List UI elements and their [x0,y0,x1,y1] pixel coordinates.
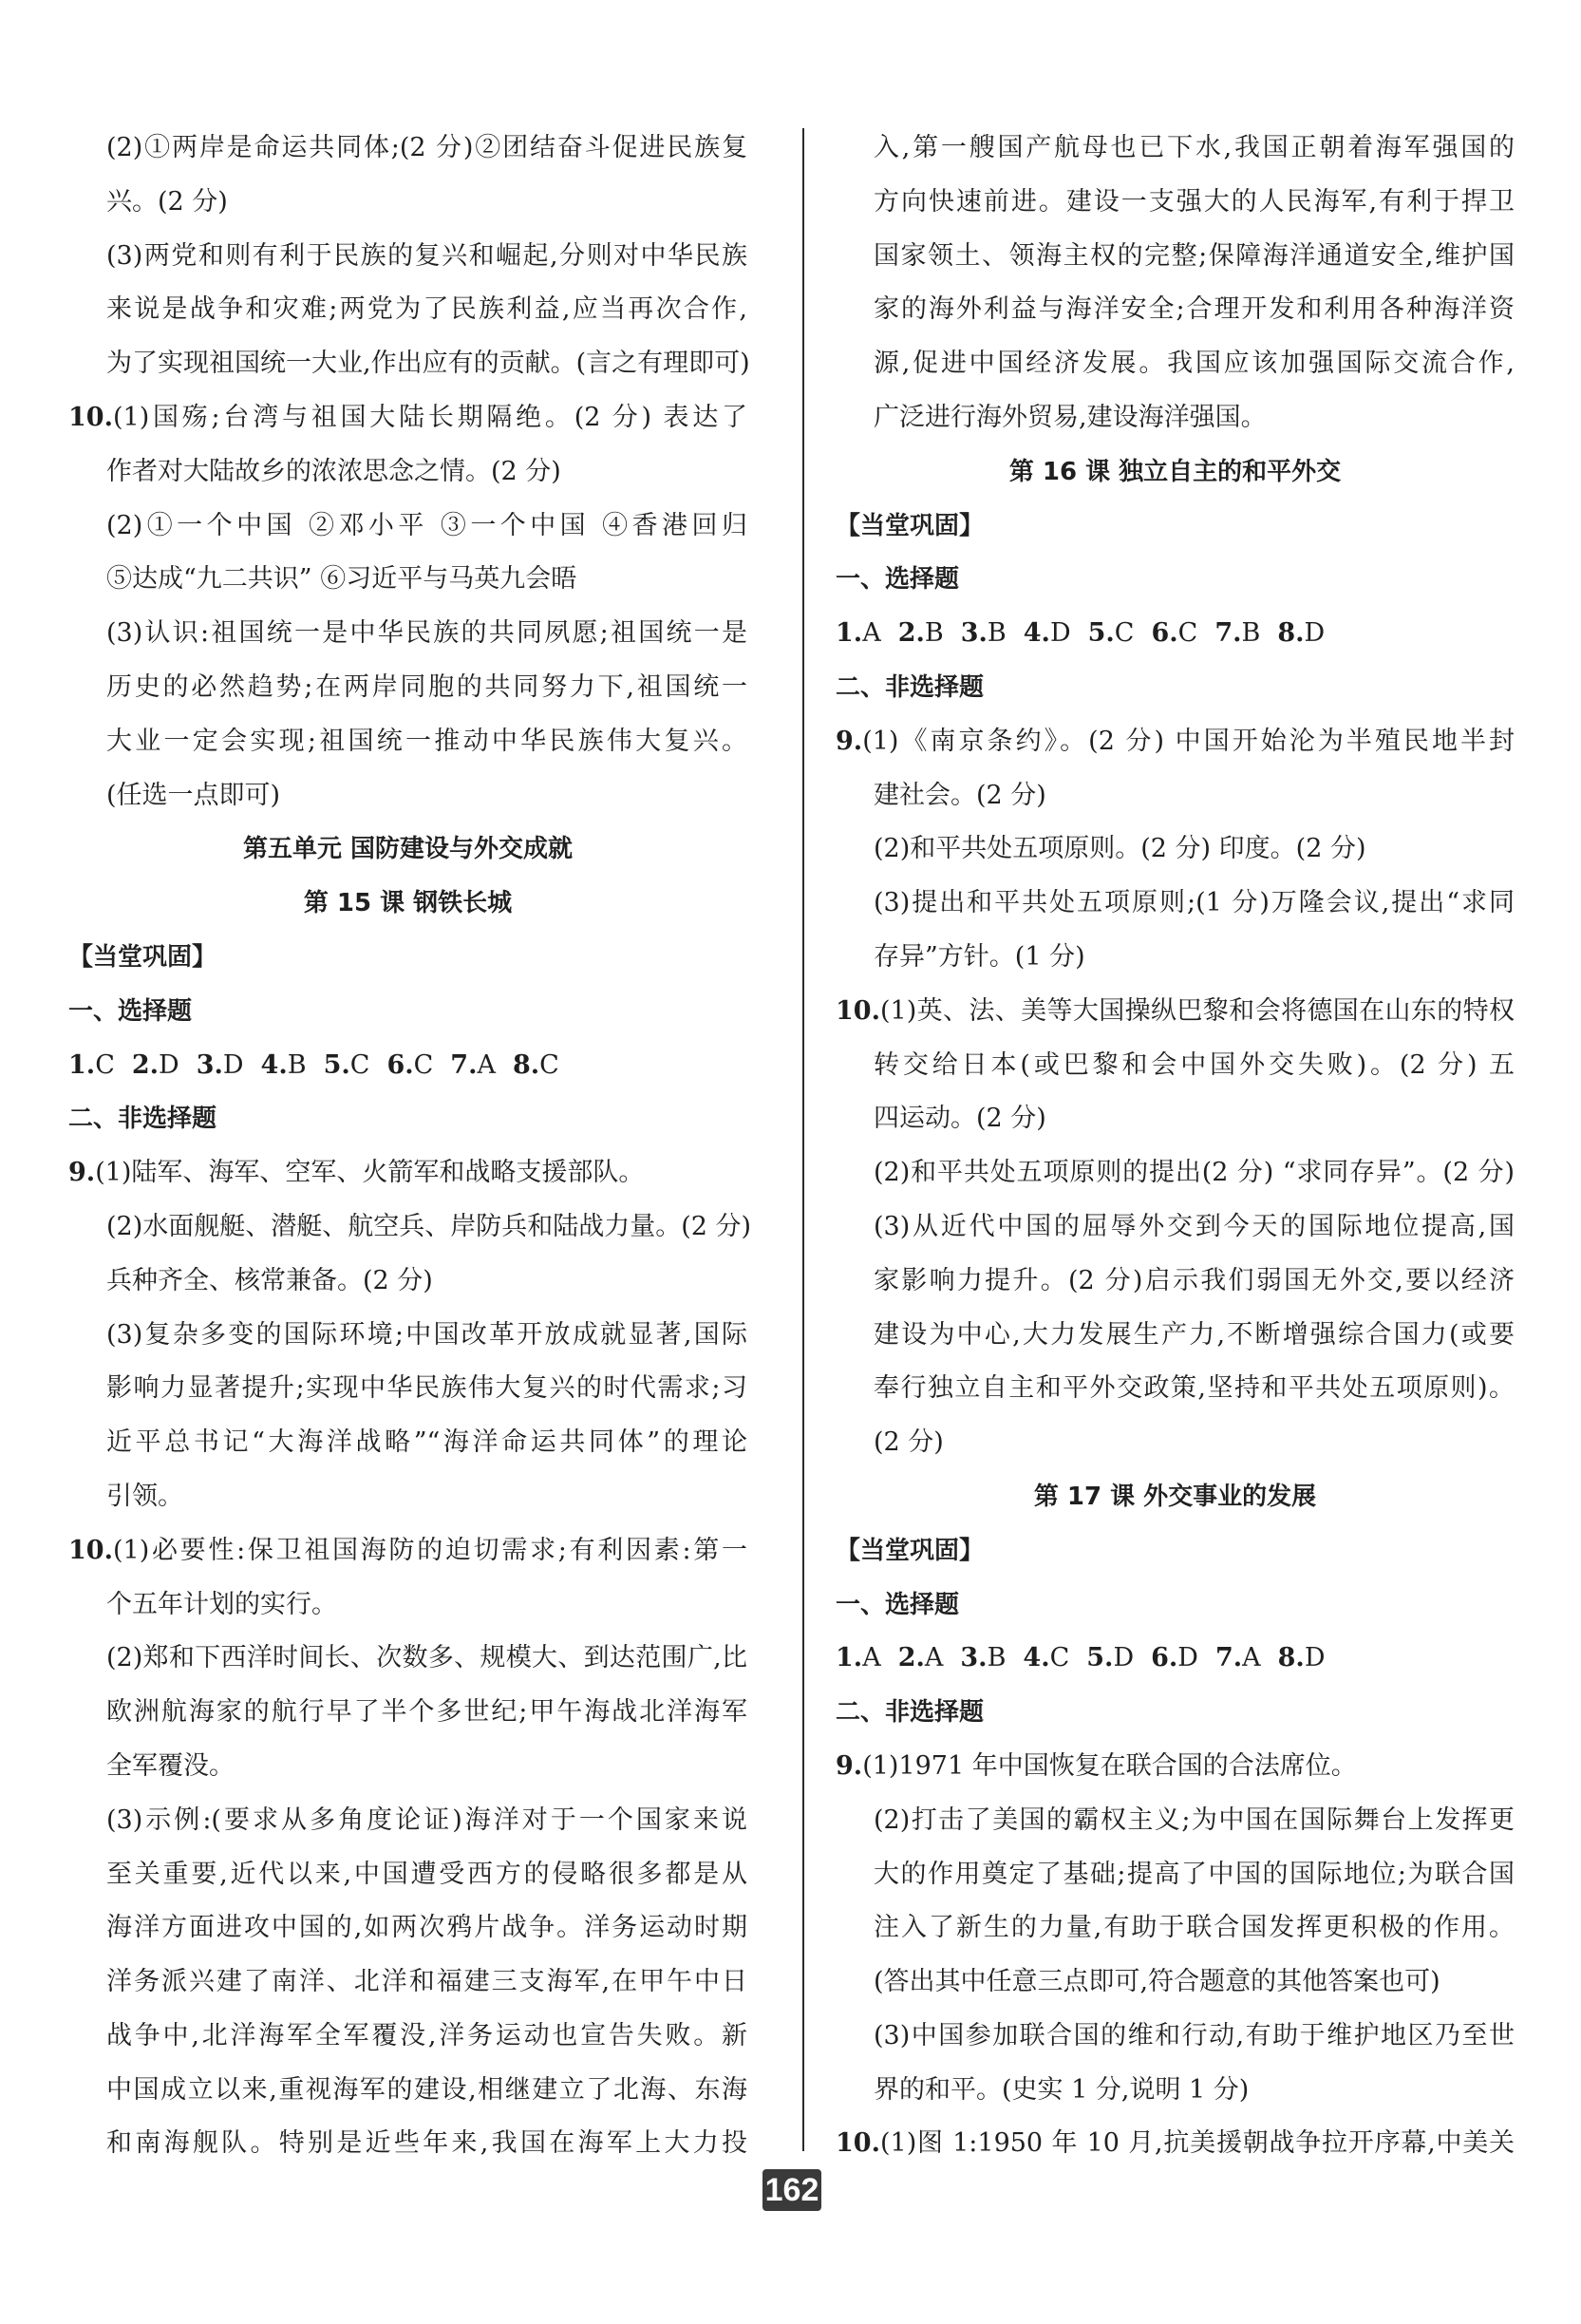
answer-letter: A [862,1643,881,1673]
answer-letter: B [987,618,1007,649]
question-number: 10. [836,2128,880,2159]
answer-text: 入,第一艘国产航母也已下水,我国正朝着海军强国的 [874,133,1515,162]
answer-item [132,1039,179,1093]
lesson-heading: 第 16 课 独立自主的和平外交 [1008,457,1342,486]
answer-line [68,1794,747,1848]
answer-line [836,1255,1515,1309]
answer-line [68,1956,747,2010]
answer-item [1086,1632,1134,1686]
answer-text: 历史的必然趋势;在两岸同胞的共同努力下,祖国统一 [106,671,747,702]
answer-line [836,985,1515,1039]
page-number: 162 [762,2169,821,2211]
answer-line [68,1578,747,1633]
answer-item [1277,607,1325,661]
answer-letter: D [1049,618,1071,649]
answer-number: 6. [1151,1643,1178,1673]
answer-text: (2)和平共处五项原则。(2 分) 印度。(2 分) [874,834,1366,864]
answer-item [1151,1632,1198,1686]
answer-text: 国家领土、领海主权的完整;保障海洋通道安全,维护国 [874,240,1515,271]
answer-line [836,1740,1515,1794]
answer-letter: C [95,1049,115,1080]
answer-line [836,230,1515,284]
answer-line [836,1794,1515,1848]
answer-number: 7. [1214,618,1242,649]
answer-text: 兴。(2 分) [106,186,228,217]
answer-line [68,122,747,176]
answer-letter: A [924,1643,944,1673]
answer-line [68,230,747,284]
choice-answers [836,607,1515,661]
answer-letter: A [862,618,881,649]
answer-letter: C [1177,618,1198,649]
section-heading: 【当堂巩固】 [836,511,985,540]
answer-line [68,500,747,554]
answer-item [1278,1632,1326,1686]
answer-line [68,1632,747,1686]
choice-answers [68,1039,747,1093]
answer-number: 5. [323,1049,350,1080]
answer-number: 7. [1214,1643,1243,1673]
question-number: 10. [836,995,880,1026]
answer-letter: B [924,618,944,649]
answer-line [68,283,747,337]
answer-letter: C [1049,1643,1070,1673]
section-heading: 一、选择题 [68,996,193,1026]
answer-line [836,1362,1515,1416]
lesson-heading: 第 15 课 钢铁长城 [303,889,513,918]
answer-line [836,1309,1515,1363]
answer-line [68,1416,747,1470]
answer-text: (1)《南京条约》。(2 分) 中国开始沦为半殖民地半封 [862,726,1515,756]
answer-text: (2)①两岸是命运共同体;(2 分)②团结奋斗促进民族复 [106,133,747,162]
answer-letter: D [1304,618,1326,649]
answer-text: (3)认识:祖国统一是中华民族的共同夙愿;祖国统一是 [106,618,747,649]
answer-letter: A [477,1049,496,1080]
answer-item [1088,607,1135,661]
answer-number: 2. [897,618,925,649]
answer-text: 引领。 [106,1481,183,1511]
answer-text: (3)示例:(要求从多角度论证)海洋对于一个国家来说 [106,1804,747,1835]
answer-line [836,769,1515,823]
answer-text: 注入了新生的力量,有助于联合国发挥更积极的作用。 [874,1913,1515,1943]
section-heading: 一、选择题 [836,565,960,595]
question-number: 9. [836,726,863,756]
answer-text: 界的和平。(史实 1 分,说明 1 分) [874,2074,1250,2105]
answer-line [836,715,1515,769]
answer-line [68,553,747,607]
answer-item [1024,607,1071,661]
answer-line [68,1901,747,1956]
answer-text: 大业一定会实现;祖国统一推动中华民族伟大复兴。 [106,726,747,756]
answer-line [68,1309,747,1363]
answer-line [836,1092,1515,1146]
answer-line [68,1200,752,1255]
answer-line [68,661,747,715]
answer-line [836,337,1515,391]
answer-text: 影响力显著提升;实现中华民族伟大复兴的时代需求;习 [106,1373,747,1404]
answer-item [1151,607,1197,661]
answer-number: 5. [1086,1643,1114,1673]
answer-line [68,1740,747,1794]
answer-line [836,1956,1515,2010]
answer-number: 8. [1277,618,1305,649]
answer-line [68,715,747,769]
left-column [68,122,752,2171]
answer-number: 3. [960,1643,988,1673]
answer-text: 兵种齐全、核常兼备。(2 分) [106,1265,433,1295]
answer-number: 8. [1277,1643,1305,1673]
answer-item [450,1039,496,1093]
answer-line [836,1901,1515,1956]
answer-number: 1. [836,618,863,649]
answer-item [513,1039,559,1093]
answer-letter: D [1113,1643,1135,1673]
answer-text: 来说是战争和灾难;两党为了民族利益,应当再次合作, [106,294,747,325]
answer-line [68,1848,747,1902]
answer-number: 1. [68,1049,96,1080]
answer-line [836,1039,1515,1093]
answer-text: (1)英、法、美等大国操纵巴黎和会将德国在山东的特权 [879,995,1515,1026]
answer-line [836,931,1515,985]
answer-letter: A [1242,1643,1261,1673]
answer-text: 个五年计划的实行。 [106,1589,337,1619]
answer-text: 近平总书记“大海洋战略”“海洋命运共同体”的理论 [106,1427,747,1458]
answer-line [68,391,747,445]
answer-text: 大的作用奠定了基础;提高了中国的国际地位;为联合国 [874,1859,1515,1889]
answer-text: 欧洲航海家的航行早了半个多世纪;甲午海战北洋海军 [106,1697,747,1728]
answer-letter: D [222,1049,244,1080]
answer-item [960,1632,1006,1686]
answer-number: 4. [1023,618,1050,649]
answer-line [68,2117,747,2171]
answer-line [68,1524,747,1578]
answer-item [1023,1632,1069,1686]
section-heading: 二、非选择题 [68,1105,217,1134]
answer-text: (1)图 1:1950 年 10 月,抗美援朝战争拉开序幕,中美关 [879,2128,1515,2159]
answer-text: 家影响力提升。(2 分)启示我们弱国无外交,要以经济 [874,1265,1515,1295]
answer-line [836,122,1515,176]
answer-text: 存异”方针。(1 分) [874,941,1085,972]
answer-text: 建设为中心,大力发展生产力,不断增强综合国力(或要 [874,1319,1515,1350]
answer-text: 中国成立以来,重视海军的建设,相继建立了北海、东海 [106,2074,747,2105]
answer-line [836,391,1515,445]
lesson-heading: 第 17 课 外交事业的发展 [1033,1482,1317,1511]
answer-text: (2)郑和下西洋时间长、次数多、规模大、到达范围广,比 [106,1643,747,1673]
answer-letter: D [159,1049,179,1080]
section-heading: 一、选择题 [836,1590,960,1619]
answer-text: (1)必要性:保卫祖国海防的迫切需求;有利因素:第一 [112,1535,747,1565]
answer-line [68,1146,747,1200]
section-heading: 【当堂巩固】 [836,1536,985,1565]
section-heading: 二、非选择题 [836,672,985,702]
answer-line [836,2010,1515,2064]
answer-text: 全军覆没。 [106,1750,235,1781]
answer-item [961,607,1007,661]
answer-text: 转交给日本(或巴黎和会中国外交失败)。(2 分) 五 [874,1049,1515,1080]
answer-item [836,1632,881,1686]
answer-line [68,445,747,500]
answer-line [68,337,750,391]
answer-text: (2)水面舰艇、潜艇、航空兵、岸防兵和陆战力量。(2 分) [106,1211,752,1241]
answer-text: 方向快速前进。建设一支强大的人民海军,有利于捍卫 [874,186,1515,217]
answer-text: 奉行独立自主和平外交政策,坚持和平共处五项原则)。 [874,1373,1515,1404]
answer-line [68,769,747,823]
answer-number: 4. [260,1049,288,1080]
choice-answers [836,1632,1515,1686]
answer-line [68,1255,747,1309]
answer-line [836,1416,1515,1470]
answer-text: 至关重要,近代以来,中国遭受西方的侵略很多都是从 [106,1859,747,1889]
answer-text: (1)1971 年中国恢复在联合国的合法席位。 [862,1750,1357,1781]
answer-number: 2. [131,1049,160,1080]
answer-text: 作者对大陆故乡的浓浓思念之情。(2 分) [106,456,561,486]
lesson-heading: 第五单元 国防建设与外交成就 [242,835,574,864]
answer-letter: C [1114,618,1135,649]
answer-text: 洋务派兴建了南洋、北洋和福建三支海军,在甲午中日 [106,1967,747,1997]
answer-number: 4. [1023,1643,1050,1673]
answer-text: 广泛进行海外贸易,建设海洋强国。 [874,402,1267,432]
question-number: 10. [68,1535,113,1565]
answer-item [898,1632,944,1686]
answer-text: (答出其中任意三点即可,符合题意的其他答案也可) [874,1967,1440,1997]
answer-line [836,2117,1515,2171]
answer-number: 7. [450,1049,478,1080]
answer-text: (1)陆军、海军、空军、火箭军和战略支援部队。 [95,1158,645,1188]
answer-text: 为了实现祖国统一大业,作出应有的贡献。(言之有理即可) [106,349,750,379]
answer-item [836,607,881,661]
right-column [836,122,1515,2171]
answer-line [836,283,1515,337]
answer-text: 海洋方面进攻中国的,如两次鸦片战争。洋务运动时期 [106,1913,747,1943]
answer-item [1214,607,1260,661]
answer-line [68,607,747,661]
answer-item [898,607,944,661]
answer-letter: D [1177,1643,1198,1673]
answer-line [836,1146,1515,1200]
answer-line [836,2064,1515,2118]
answer-line [836,1848,1515,1902]
answer-number: 8. [512,1049,540,1080]
answer-text: (3)两党和则有利于民族的复兴和崛起,分则对中华民族 [106,240,747,271]
answer-number: 2. [897,1643,925,1673]
answer-text: (2)和平共处五项原则的提出(2 分) “求同存异”。(2 分) [874,1158,1515,1188]
answer-item [1215,1632,1261,1686]
answer-letter: C [349,1049,370,1080]
answer-number: 6. [1151,618,1178,649]
answer-text: (3)中国参加联合国的维和行动,有助于维护地区乃至世 [874,2020,1515,2050]
answer-item [68,1039,115,1093]
answer-letter: B [287,1049,307,1080]
answer-text: (2 分) [874,1427,944,1458]
answer-line [836,1200,1515,1255]
answer-line [836,176,1515,230]
answer-letter: B [987,1643,1007,1673]
answer-number: 5. [1087,618,1115,649]
question-number: 9. [836,1750,863,1781]
answer-text: (任选一点即可) [106,780,281,810]
section-heading: 二、非选择题 [836,1698,985,1728]
answer-text: 四运动。(2 分) [874,1104,1046,1134]
question-number: 10. [68,402,113,432]
answer-letter: D [1304,1643,1326,1673]
answer-item [386,1039,433,1093]
answer-line [836,822,1515,877]
answer-text: 家的海外利益与海洋安全;合理开发和利用各种海洋资 [874,294,1515,325]
answer-text: 源,促进中国经济发展。我国应该加强国际交流合作, [874,349,1515,379]
answer-line [68,176,747,230]
answer-line [68,1686,747,1740]
answer-text: 建社会。(2 分) [874,780,1046,810]
answer-line [68,2064,747,2118]
answer-line [68,1362,747,1416]
answer-text: (3)复杂多变的国际环境;中国改革开放成就显著,国际 [106,1319,747,1350]
answer-text: (1)国殇;台湾与祖国大陆长期隔绝。(2 分) 表达了 [112,402,747,432]
answer-letter: B [1241,618,1261,649]
answer-text: 和南海舰队。特别是近些年来,我国在海军上大力投 [106,2128,747,2159]
column-divider [802,128,804,2151]
question-number: 9. [68,1158,96,1188]
answer-line [68,1470,747,1524]
answer-number: 3. [196,1049,223,1080]
answer-text: (2)①一个中国 ②邓小平 ③一个中国 ④香港回归 [106,510,747,540]
answer-text: (3)从近代中国的屈辱外交到今天的国际地位提高,国 [874,1211,1515,1241]
answer-text: 战争中,北洋海军全军覆没,洋务运动也宣告失败。新 [106,2020,747,2050]
answer-text: ⑤达成“九二共识” ⑥习近平与马英九会晤 [106,564,577,595]
answer-text: (3)提出和平共处五项原则;(1 分)万隆会议,提出“求同 [874,888,1515,918]
answer-letter: C [539,1049,559,1080]
section-heading: 【当堂巩固】 [68,942,217,972]
answer-text: (2)打击了美国的霸权主义;为中国在国际舞台上发挥更 [874,1804,1515,1835]
answer-item [197,1039,244,1093]
answer-item [261,1039,307,1093]
answer-line [836,877,1515,931]
answer-line [68,2010,747,2064]
answer-number: 6. [386,1049,414,1080]
answer-number: 3. [960,618,988,649]
answer-number: 1. [836,1643,863,1673]
answer-letter: C [413,1049,434,1080]
answer-item [324,1039,370,1093]
